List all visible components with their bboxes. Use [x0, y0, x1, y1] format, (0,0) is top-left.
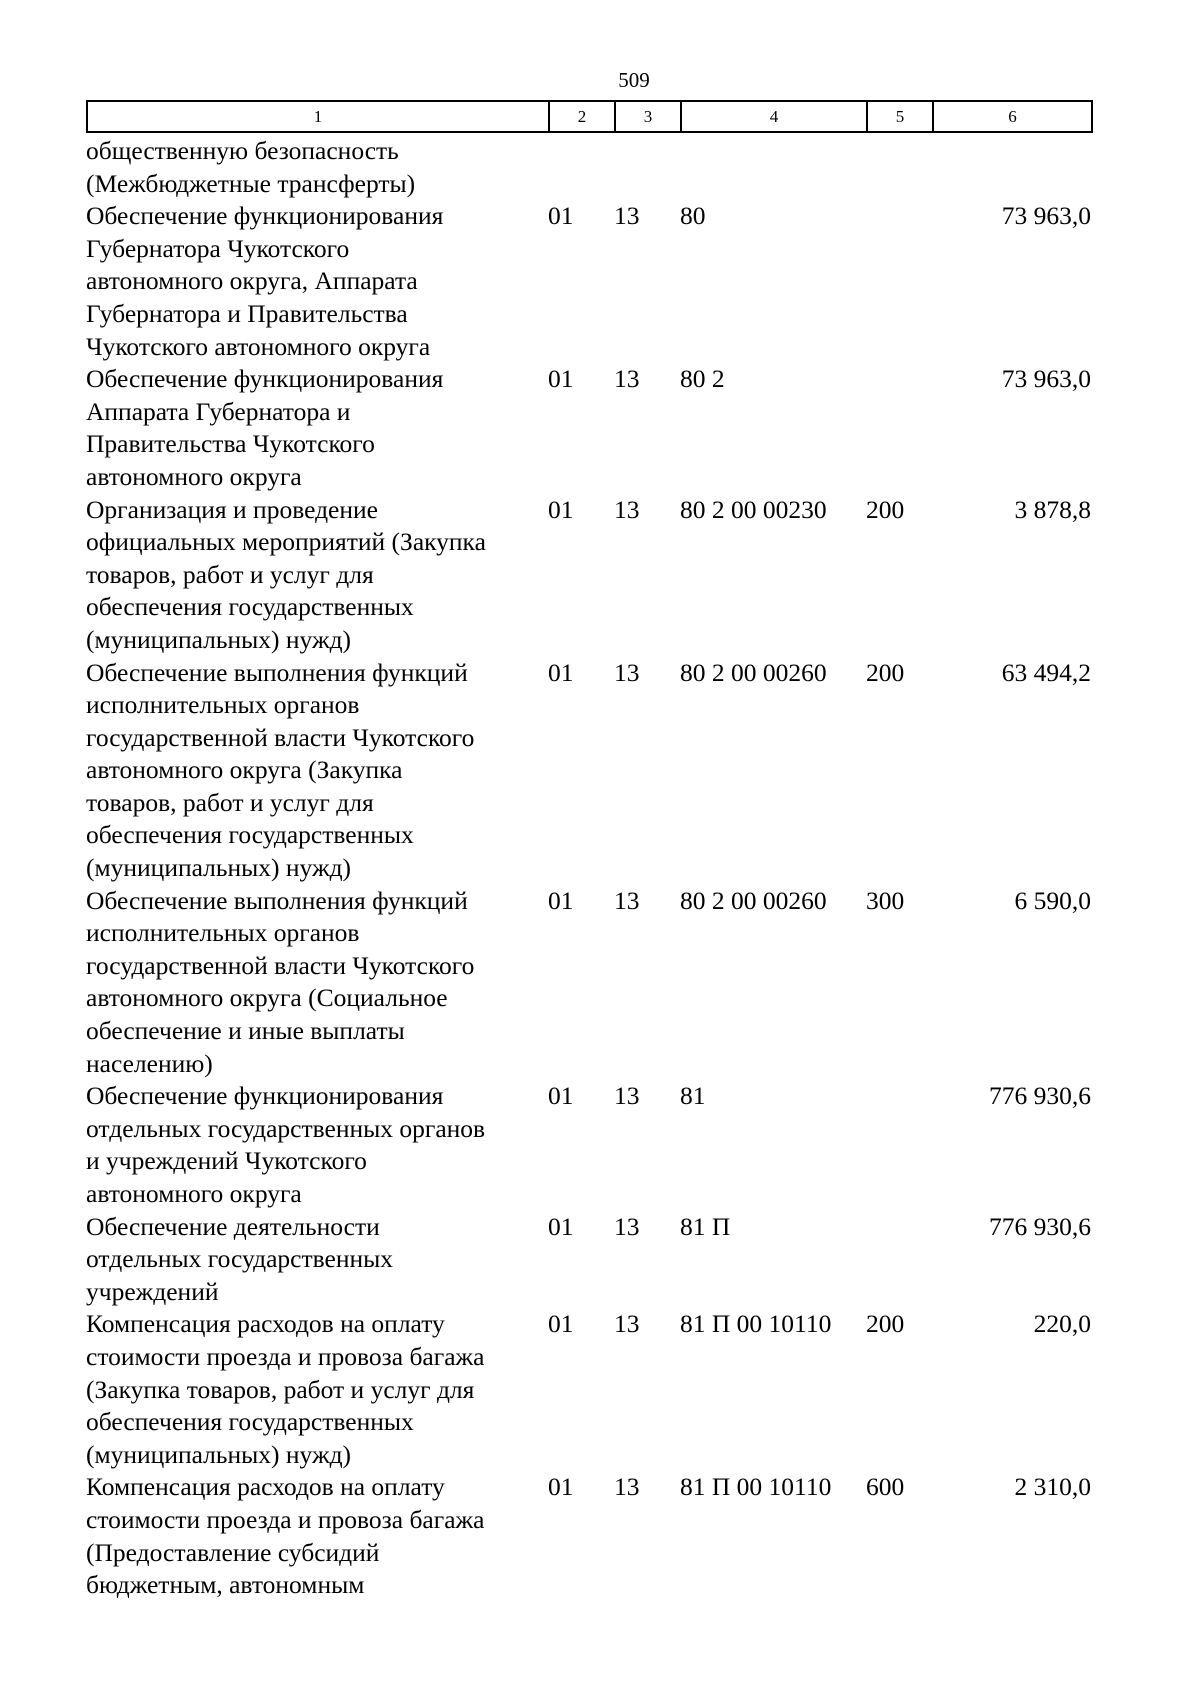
- row-amount: 776 930,6: [989, 1081, 1091, 1111]
- row-subsection: 13: [614, 657, 640, 687]
- row-description: Обеспечение функционирования Аппарата Губернатора и Правительства Чукотского автономного округа: [86, 364, 444, 491]
- row-description: Обеспечение функционирования Губернатора Чукотского автономного округа, Аппарата Губернатора и Правительства Чукотского автономного округа: [86, 201, 444, 361]
- row-target-code: 81 П 00 10110: [680, 1472, 832, 1502]
- row-expense-type: [866, 363, 932, 493]
- row-description: Обеспечение выполнения функций исполнительных органов государственной власти Чукотского автономного округа (Социальное обеспечение и иные выплаты населению): [86, 885, 475, 1078]
- row-section: 01: [548, 1472, 574, 1502]
- row-subsection: 13: [614, 1309, 640, 1339]
- column-header-4: 4: [681, 101, 867, 132]
- row-expense-type: [866, 1211, 932, 1309]
- row-subsection: 13: [614, 1472, 640, 1502]
- row-target-code: 80 2 00 00230: [680, 494, 827, 524]
- row-subsection: 13: [614, 494, 640, 524]
- table-row: [86, 363, 1091, 493]
- row-section: 01: [548, 201, 574, 231]
- table-row: [86, 494, 1091, 657]
- row-amount: 220,0: [1033, 1309, 1091, 1339]
- table-row: [86, 1080, 1091, 1210]
- row-target-code: 81 П: [680, 1211, 731, 1241]
- table-row: [86, 657, 1091, 885]
- row-amount: 2 310,0: [1014, 1472, 1091, 1502]
- row-expense-type: 200: [866, 657, 905, 687]
- column-header-2: 2: [549, 101, 615, 132]
- row-section: 01: [548, 657, 574, 687]
- column-header-table: [86, 100, 1093, 133]
- row-amount: 776 930,6: [989, 1211, 1091, 1241]
- table-row: [86, 135, 1091, 200]
- row-amount: 63 494,2: [1001, 657, 1091, 687]
- row-description: Обеспечение деятельности отдельных государственных учреждений: [86, 1211, 393, 1306]
- row-section: 01: [548, 1081, 574, 1111]
- row-amount: [932, 135, 1091, 200]
- column-header-5: 5: [867, 101, 933, 132]
- row-amount: 73 963,0: [1001, 364, 1091, 394]
- row-section: 01: [548, 1211, 574, 1241]
- table-row: [86, 1211, 1091, 1309]
- row-expense-type: 300: [866, 885, 905, 915]
- row-description: Компенсация расходов на оплату стоимости проезда и провоза багажа (Закупка товаров, работ и услуг для обеспечения государственных (муниципальных) нужд): [86, 1309, 485, 1469]
- row-section: 01: [548, 885, 574, 915]
- table-row: [86, 885, 1091, 1081]
- row-description: Компенсация расходов на оплату стоимости проезда и провоза багажа (Предоставление субсидий бюджетным, автономным: [86, 1472, 485, 1600]
- budget-table: [86, 135, 1091, 1602]
- row-subsection: 13: [614, 1211, 640, 1241]
- table-row: [86, 200, 1091, 363]
- row-target-code: 80 2 00 00260: [680, 885, 827, 915]
- row-amount: 6 590,0: [1014, 885, 1091, 915]
- row-subsection: 13: [614, 364, 640, 394]
- row-description: Организация и проведение официальных мероприятий (Закупка товаров, работ и услуг для обеспечения государственных (муниципальных) нужд): [86, 494, 486, 654]
- row-subsection: [614, 135, 680, 200]
- row-section: 01: [548, 1309, 574, 1339]
- column-header-3: 3: [615, 101, 681, 132]
- row-target-code: 81: [680, 1081, 706, 1111]
- row-subsection: 13: [614, 1081, 640, 1111]
- row-target-code: [680, 135, 866, 200]
- row-target-code: 81 П 00 10110: [680, 1309, 832, 1339]
- row-expense-type: 200: [866, 1309, 905, 1339]
- column-header-row: [87, 101, 1092, 132]
- column-header-6: 6: [933, 101, 1092, 132]
- table-row: [86, 1471, 1091, 1601]
- row-expense-type: 200: [866, 494, 905, 524]
- row-expense-type: [866, 1080, 932, 1210]
- row-description: Обеспечение функционирования отдельных государственных органов и учреждений Чукотского автономного округа: [86, 1081, 486, 1208]
- row-expense-type: 600: [866, 1472, 905, 1502]
- row-amount: 73 963,0: [1001, 201, 1091, 231]
- row-description: Обеспечение выполнения функций исполнительных органов государственной власти Чукотского автономного округа (Закупка товаров, работ и услуг для обеспечения государственных (муниципальных) нужд): [86, 657, 475, 883]
- column-header-1: 1: [87, 101, 549, 132]
- row-target-code: 80: [680, 201, 706, 231]
- row-target-code: 80 2 00 00260: [680, 657, 827, 687]
- row-section: 01: [548, 494, 574, 524]
- row-target-code: 80 2: [680, 364, 725, 394]
- page-number: 509: [618, 68, 650, 92]
- row-expense-type: [866, 200, 932, 363]
- row-description: общественную безопасность (Межбюджетные трансферты): [86, 136, 416, 198]
- row-section: [548, 135, 614, 200]
- row-subsection: 13: [614, 885, 640, 915]
- table-row: [86, 1308, 1091, 1471]
- row-section: 01: [548, 364, 574, 394]
- row-amount: 3 878,8: [1014, 494, 1091, 524]
- row-subsection: 13: [614, 201, 640, 231]
- row-expense-type: [866, 135, 932, 200]
